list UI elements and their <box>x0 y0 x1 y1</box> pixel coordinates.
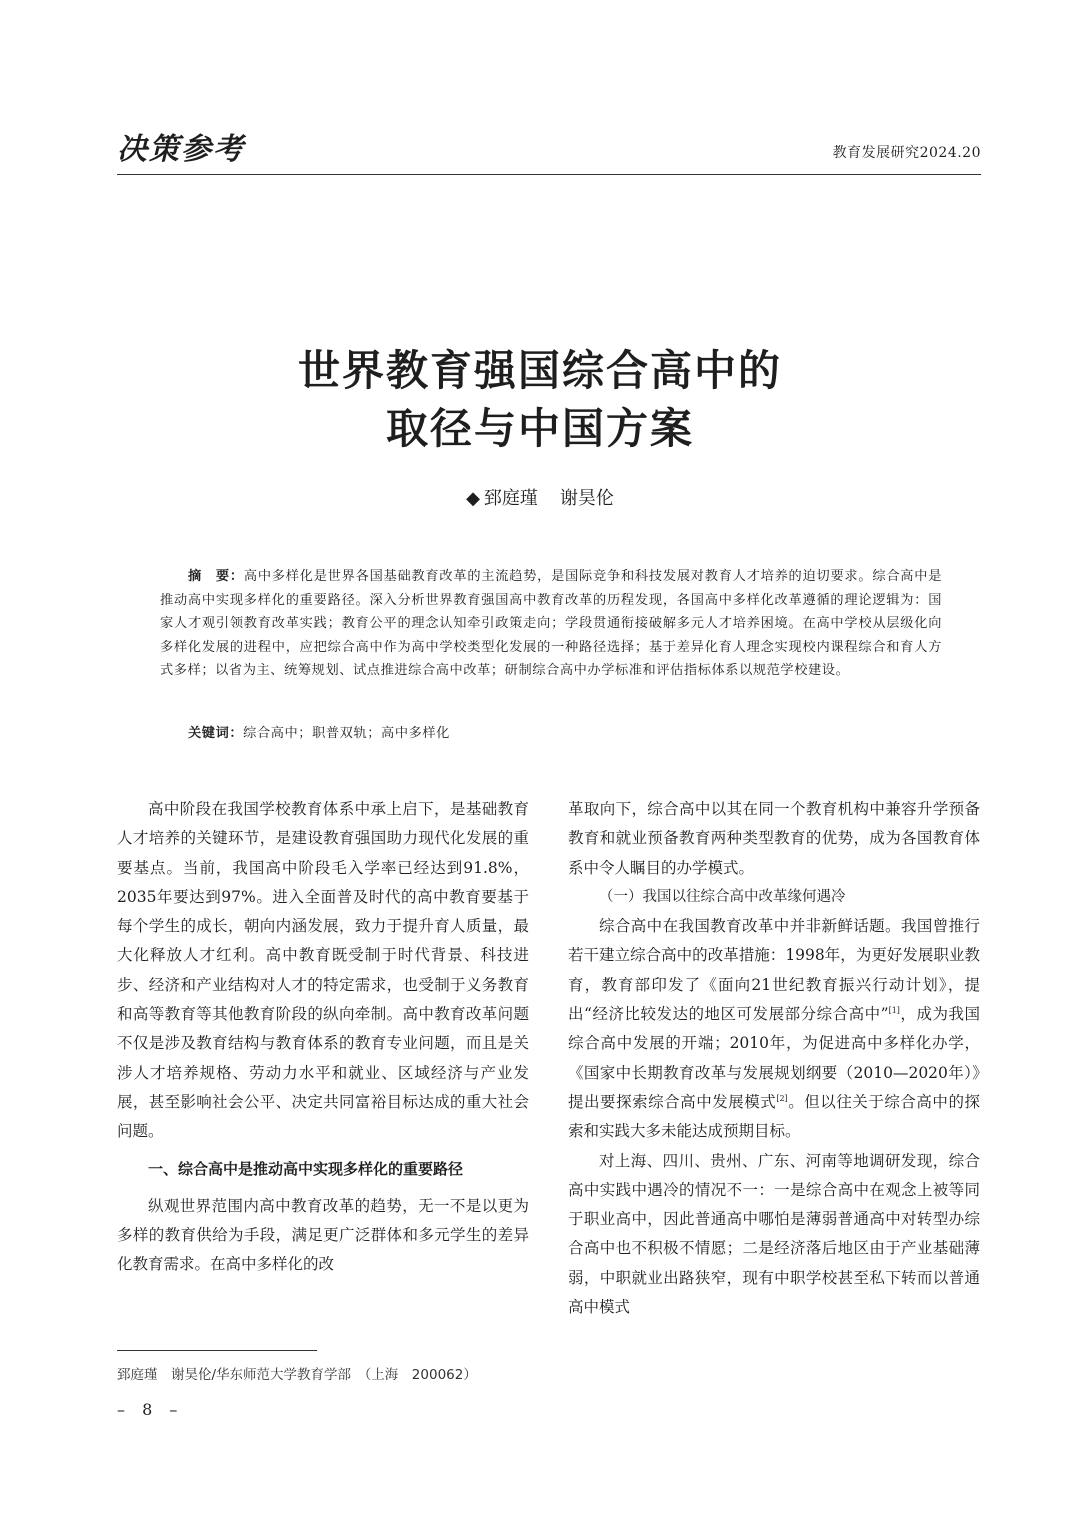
paragraph-text: ，成为我国综合高中发展的开端；2010年，为促进高中多样化办学，《国家中长期教育改革与发展规划纲要（2010—2020年）》提出要探索综合高中发展模式 <box>568 1005 980 1111</box>
paragraph: 纵观世界范围内高中教育改革的趋势，无一不是以更为多样的教育供给为手段，满足更广泛群体和多元学生的差异化教育需求。在高中多样化的改 <box>117 1196 529 1274</box>
right-column <box>568 795 980 1322</box>
subsection-heading: （一）我国以往综合高中改革缘何遇冷 <box>599 888 846 905</box>
footnote-divider <box>117 1350 317 1351</box>
running-header <box>117 120 981 175</box>
diamond-icon: ◆ <box>466 488 480 509</box>
paragraph: 对上海、四川、贵州、广东、河南等地调研发现，综合高中实践中遇冷的情况不一：一是综合高中在观念上被等同于职业高中，因此普通高中哪怕是薄弱普通高中对转型办综合高中也不积极不情愿；二是经济落后地区由于产业基础薄弱，中职就业出路狭窄，现有中职学校甚至私下转而以普通高中模式 <box>568 1151 980 1317</box>
keywords <box>188 722 948 746</box>
title-line-1: 世界教育强国综合高中的 <box>297 346 782 395</box>
abstract <box>160 565 942 683</box>
author-1: 郅庭瑾 <box>483 488 538 509</box>
reference-marker[interactable]: [1] <box>888 1005 900 1015</box>
author-affiliation-footnote: 郅庭瑾 谢昊伦/华东师范大学教育学部 （上海 200062） <box>117 1367 477 1383</box>
paragraph-text: 。但以往关于综合高中的探索和实践大多未能达成预期目标。 <box>568 1092 980 1141</box>
abstract-text: 高中多样化是世界各国基础教育改革的主流趋势，是国际竞争和科技发展对教育人才培养的迫切要求。综合高中是推动高中实现多样化的重要路径。深入分析世界教育强国高中教育改革的历程发现，各国高中多样化改革遵循的理论逻辑为：国家人才观引领教育改革实践；教育公平的理念认知牵引政策走向；学段贯通衔接破解多元人才培养困境。在高中学校从层级化向多样化发展的进程中，应把综合高中作为高中学校类型化发展的一种路径选择；基于差异化育人理念实现校内课程综合和育人方式多样；以省为主、统筹规划、试点推进综合高中改革；研制综合高中办学标准和评估指标体系以规范学校建设。 <box>160 569 942 679</box>
paragraph-text: 综合高中在我国教育改革中并非新鲜话题。我国曾推行若干建立综合高中的改革措施：1998年，为更好发展职业教育，教育部印发了《面向21世纪教育振兴行动计划》，提出“经济比较发达的地区可发展部分综合高中” <box>568 917 980 1024</box>
title-line-2: 取径与中国方案 <box>385 404 694 453</box>
journal-info: 教育发展研究2024.20 <box>832 145 981 161</box>
paragraph <box>568 912 980 1146</box>
author-line <box>0 484 1080 510</box>
keywords-label: 关键词： <box>188 726 244 741</box>
abstract-label: 摘 要： <box>188 569 244 584</box>
keywords-text: 综合高中；职普双轨；高中多样化 <box>243 726 450 741</box>
section-heading: 一、综合高中是推动高中实现多样化的重要路径 <box>148 1159 464 1178</box>
section-name: 决策参考 <box>117 132 245 167</box>
paragraph: 高中阶段在我国学校教育体系中承上启下，是基础教育人才培养的关键环节，是建设教育强国助力现代化发展的重要基点。当前，我国高中阶段毛入学率已经达到91.8%，2035年要达到97%。进入全面普及时代的高中教育要基于每个学生的成长，朝向内涵发展，致力于提升育人质量，最大化释放人才红利。高中教育既受制于时代背景、科技进步、经济和产业结构对人才的特定需求，也受制于义务教育和高等教育等其他教育阶段的纵向牵制。高中教育改革问题不仅是涉及教育结构与教育体系的教育专业问题，而且是关涉人才培养规格、劳动力水平和就业、区域经济与产业发展，甚至影响社会公平、决定共同富裕目标达成的重大社会问题。 <box>117 800 529 1141</box>
author-2: 谢昊伦 <box>559 488 614 509</box>
page-number: – 8 – <box>117 1400 184 1419</box>
reference-marker[interactable]: [2] <box>776 1093 788 1103</box>
paragraph: 革取向下，综合高中以其在同一个教育机构中兼容升学预备教育和就业预备教育两种类型教育的优势，成为各国教育体系中令人瞩目的办学模式。 <box>568 800 980 877</box>
article-title <box>0 342 1080 458</box>
left-column <box>117 795 529 1279</box>
